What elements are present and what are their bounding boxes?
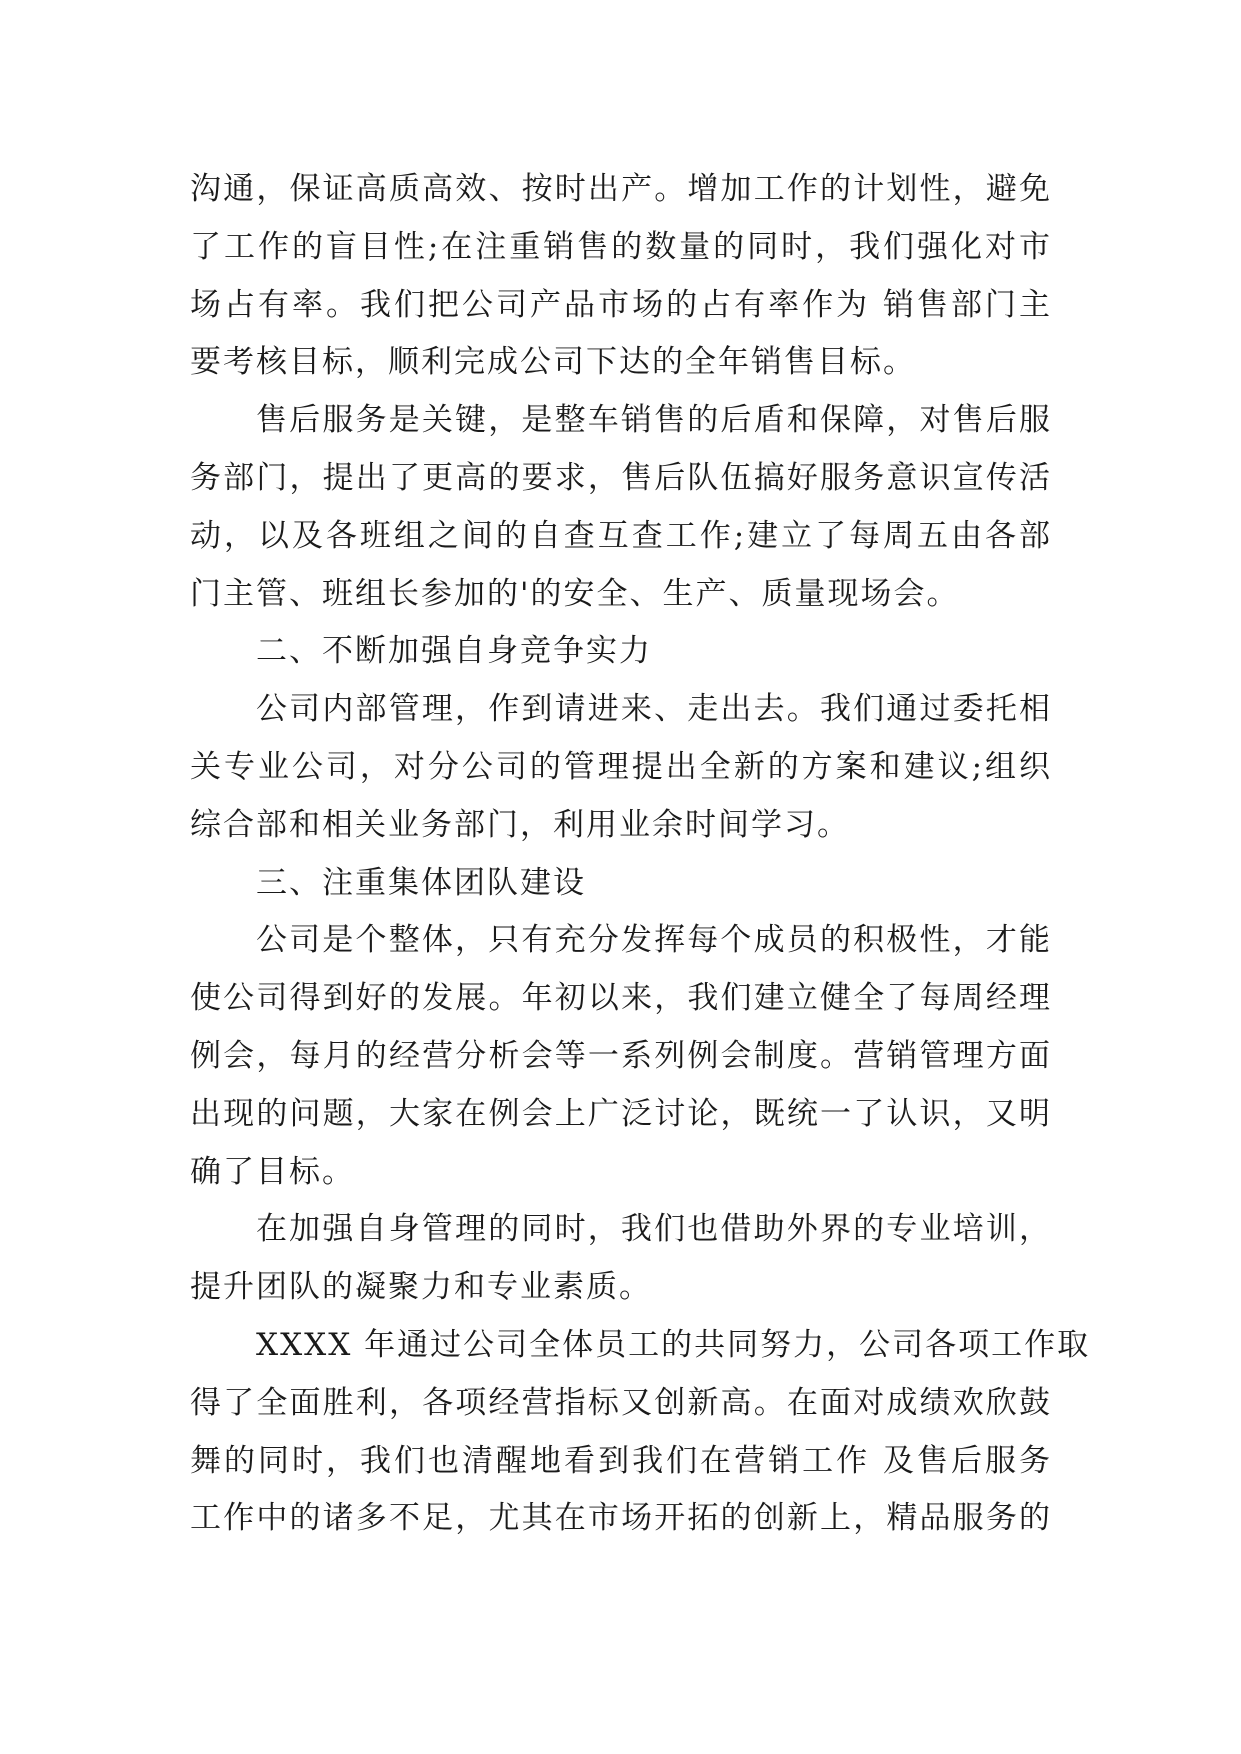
- text-line: 出现的问题，大家在例会上广泛讨论，既统一了认识，又明: [190, 1095, 1052, 1132]
- text-line: 售后服务是关键，是整车销售的后盾和保障，对售后服: [256, 402, 1052, 439]
- text-line: 使公司得到好的发展。年初以来，我们建立健全了每周经理: [190, 980, 1052, 1017]
- text-line: 三、注重集体团队建设: [256, 864, 586, 901]
- text-line: 场占有率。我们把公司产品市场的占有率作为 销售部门主: [190, 286, 1052, 323]
- text-line: 舞的同时，我们也清醒地看到我们在营销工作 及售后服务: [190, 1442, 1052, 1479]
- text-line: 了工作的盲目性;在注重销售的数量的同时，我们强化对市: [190, 228, 1052, 265]
- text-line: 例会，每月的经营分析会等一系列例会制度。营销管理方面: [190, 1038, 1052, 1074]
- text-line: 二、不断加强自身竞争实力: [256, 633, 652, 670]
- text-line: XXXX 年通过公司全体员工的共同努力，公司各项工作取: [256, 1327, 1091, 1363]
- text-line: 公司是个整体，只有充分发挥每个成员的积极性，才能: [256, 922, 1052, 959]
- text-line: 确了目标。: [190, 1153, 355, 1190]
- text-line: 得了全面胜利，各项经营指标又创新高。在面对成绩欢欣鼓: [190, 1384, 1052, 1421]
- text-line: 务部门，提出了更高的要求，售后队伍搞好服务意识宣传活: [190, 460, 1052, 496]
- text-line: 在加强自身管理的同时，我们也借助外界的专业培训，: [256, 1211, 1052, 1248]
- text-line: 要考核目标，顺利完成公司下达的全年销售目标。: [190, 344, 916, 381]
- text-line: 动，以及各班组之间的自查互查工作;建立了每周五由各部: [190, 517, 1052, 554]
- text-line: 综合部和相关业务部门，利用业余时间学习。: [190, 806, 850, 843]
- text-line: 工作中的诸多不足，尤其在市场开拓的创新上，精品服务的: [190, 1500, 1052, 1537]
- text-line: 公司内部管理，作到请进来、走出去。我们通过委托相: [256, 691, 1052, 728]
- text-line: 提升团队的凝聚力和专业素质。: [190, 1269, 652, 1306]
- document-page: [190, 0, 1091, 1754]
- text-line: 门主管、班组长参加的'的安全、生产、质量现场会。: [190, 575, 960, 612]
- text-line: 关专业公司，对分公司的管理提出全新的方案和建议;组织: [190, 749, 1052, 785]
- text-line: 沟通，保证高质高效、按时出产。增加工作的计划性，避免: [190, 171, 1052, 207]
